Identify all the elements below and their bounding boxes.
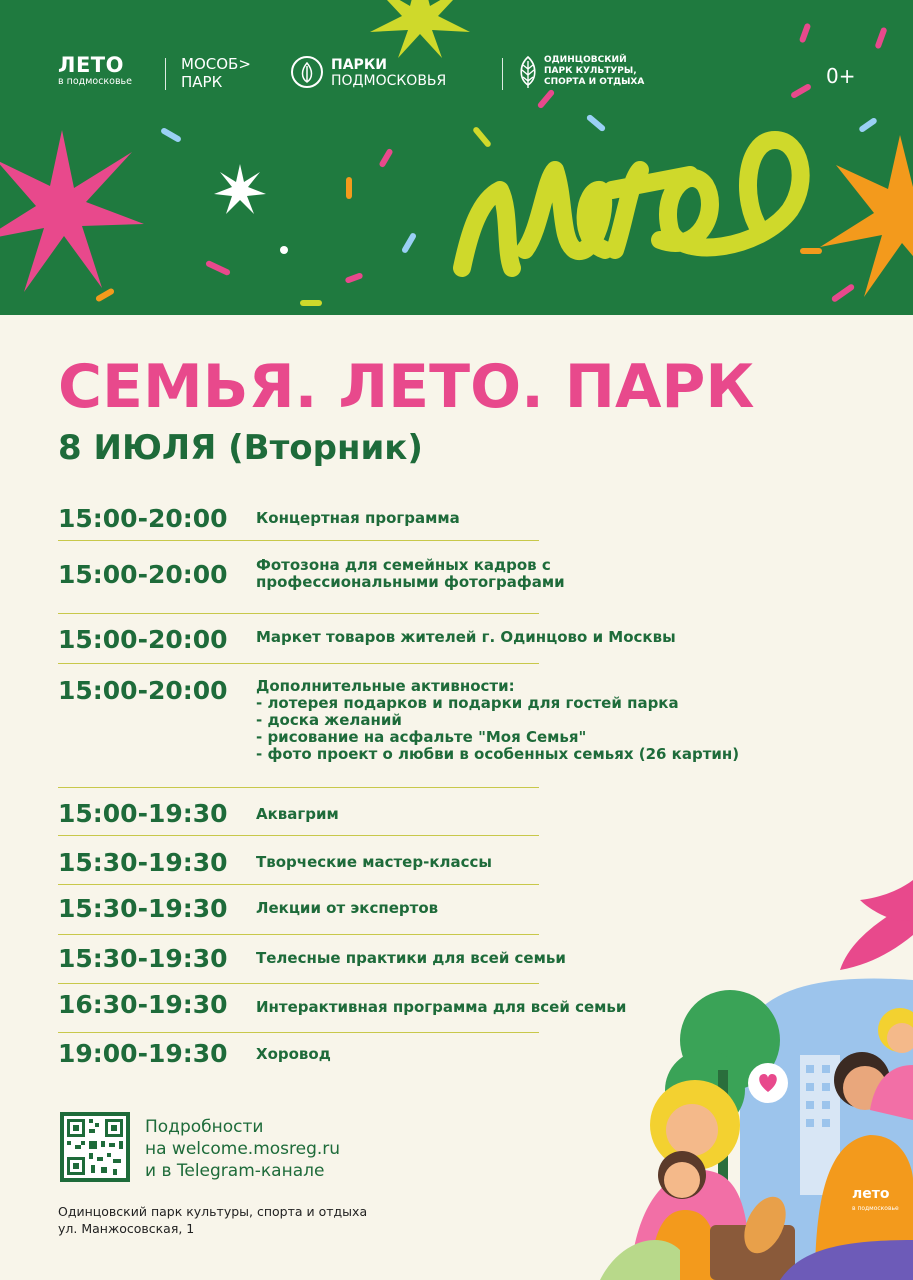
schedule-time: 15:00-20:00 <box>58 676 228 705</box>
tree-icon <box>516 55 540 89</box>
footer-address: Одинцовский парк культуры, спорта и отдыха ул. Манжосовская, 1 <box>58 1204 368 1236</box>
schedule-description: Лекции от экспертов <box>256 899 439 917</box>
logo-leto-text: ЛЕТО <box>58 53 124 77</box>
schedule-time: 15:30-19:30 <box>58 944 228 973</box>
schedule-description: Интерактивная программа для всей семьи <box>256 998 627 1016</box>
illustration-leto-subtitle: в подмосковье <box>852 1205 899 1212</box>
schedule-description: Дополнительные активности: - лотерея подарков и подарки для гостей парка - доска желаний - рисование на асфальте "Моя Семья" - фото проект о любви в особенных семьях (26 картин) <box>256 677 740 763</box>
schedule-description: Творческие мастер-классы <box>256 853 492 871</box>
schedule-description: Концертная программа <box>256 509 460 527</box>
divider-line <box>58 1032 539 1033</box>
schedule-time: 15:00-19:30 <box>58 799 228 828</box>
divider-line <box>58 983 539 984</box>
schedule-time: 15:00-20:00 <box>58 560 228 589</box>
schedule-time: 16:30-19:30 <box>58 990 228 1019</box>
divider-line <box>58 934 539 935</box>
logo-divider <box>502 58 503 90</box>
schedule-description: Телесные практики для всей семьи <box>256 949 566 967</box>
schedule-time: 15:30-19:30 <box>58 894 228 923</box>
schedule-description: Фотозона для семейных кадров с профессиональными фотографами <box>256 556 565 591</box>
schedule-description: Аквагрим <box>256 805 339 823</box>
header-banner <box>0 0 913 315</box>
schedule-description: Маркет товаров жителей г. Одинцово и Москвы <box>256 628 676 646</box>
qr-code[interactable] <box>60 1112 130 1182</box>
illustration-leto-text: лето <box>852 1186 890 1202</box>
event-date: 8 ИЮЛЯ (Вторник) <box>58 428 423 468</box>
schedule-time: 15:30-19:30 <box>58 848 228 877</box>
divider-line <box>58 884 539 885</box>
schedule-time: 15:00-20:00 <box>58 504 228 533</box>
logo-mosobpark: МОСОБ> ПАРК <box>181 55 251 91</box>
event-title: СЕМЬЯ. ЛЕТО. ПАРК <box>58 352 755 422</box>
family-illustration <box>600 880 913 1280</box>
divider-line <box>58 835 539 836</box>
logo-divider <box>165 58 166 90</box>
schedule-time: 19:00-19:30 <box>58 1039 228 1068</box>
divider-line <box>58 663 539 664</box>
schedule-description: Хоровод <box>256 1045 331 1063</box>
logo-parks-text: ПАРКИ ПОДМОСКОВЬЯ <box>331 57 447 89</box>
divider-line <box>58 787 539 788</box>
divider-line <box>58 613 539 614</box>
schedule-time: 15:00-20:00 <box>58 625 228 654</box>
qr-code-icon <box>60 1112 130 1182</box>
logo-leto <box>58 54 132 87</box>
logo-leto-subtitle: в подмосковье <box>58 76 133 87</box>
divider-line <box>58 540 539 541</box>
partner-logos <box>0 44 913 104</box>
logo-odintsovo-text: ОДИНЦОВСКИЙ ПАРК КУЛЬТУРЫ, СПОРТА И ОТДЫХА <box>544 55 645 87</box>
details-text: Подробности на welcome.mosreg.ru и в Telegram-канале <box>145 1117 341 1181</box>
leaf-icon <box>291 56 323 88</box>
age-rating: 0+ <box>826 64 856 88</box>
